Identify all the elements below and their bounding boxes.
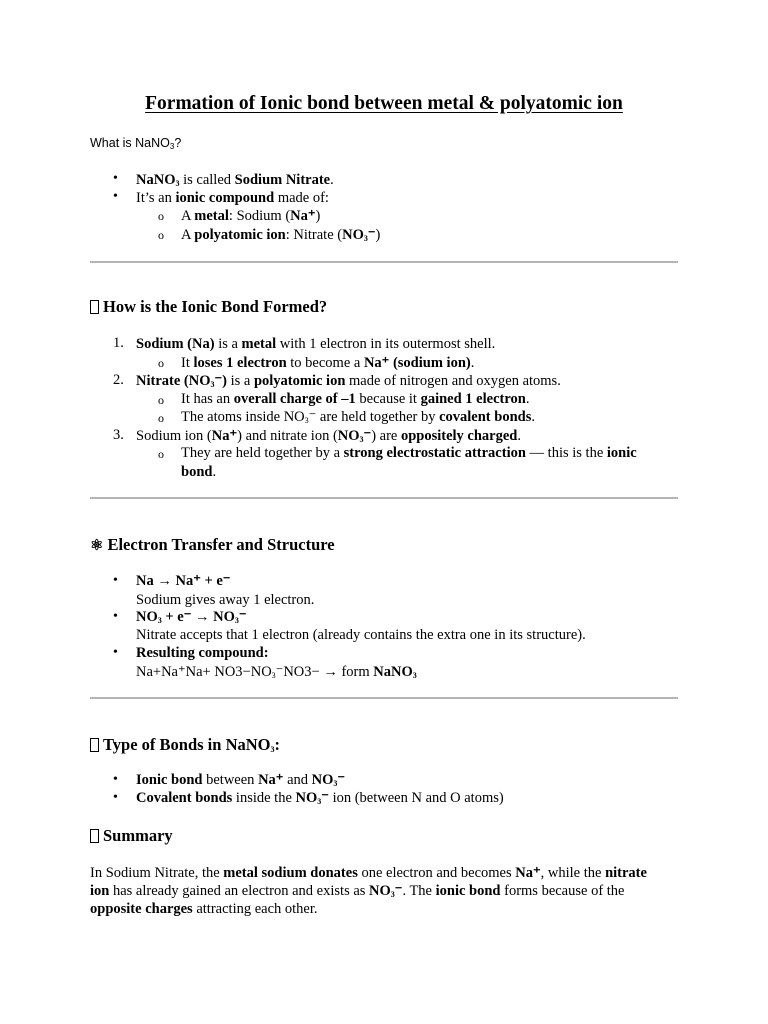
list-item-3-sub-line-1: They are held together by a strong electrostatic attraction — this is the ionic <box>181 445 637 461</box>
page-title: Formation of Ionic bond between metal & polyatomic ion <box>145 93 623 114</box>
list-number: 1. <box>113 335 124 351</box>
section-heading-summary: Summary <box>90 826 173 846</box>
equation-sodium-note: Sodium gives away 1 electron. <box>136 592 315 608</box>
section-heading-electron-transfer: ⚛ Electron Transfer and Structure <box>90 535 335 554</box>
equation-nitrate: $NO_3 + e^- \to NO_3^-$ <box>136 609 247 625</box>
sub-bullet-marker: o <box>158 411 164 425</box>
bond-type-covalent: Covalent bonds inside the $NO_3^-$ ion (between N and O atoms) <box>136 790 504 806</box>
horizontal-rule <box>90 697 678 699</box>
sub-bullet-marker: o <box>158 447 164 461</box>
intro-sub-bullet-1: A metal: Sodium (Na⁺) <box>181 208 321 224</box>
resulting-compound-label: Resulting compound: <box>136 645 269 661</box>
question-mark: ? <box>174 136 182 150</box>
bullet-dot: • <box>113 573 118 588</box>
section-heading-bond-types: Type of Bonds in NaNO$_3$: <box>90 735 280 755</box>
sub-bullet-marker: o <box>158 228 164 242</box>
list-item-3-sub-line-2: bond. <box>181 464 217 480</box>
intro-sub-bullet-2: A polyatomic ion: Nitrate $(NO_3^-)$ <box>181 227 381 243</box>
equation-sodium: Na → Na⁺ + e⁻ <box>136 573 231 589</box>
list-item-3: Sodium ion (Na⁺) and nitrate ion $(NO_3^-)$ are oppositely charged. <box>136 428 521 444</box>
missing-glyph-icon <box>90 300 99 314</box>
horizontal-rule <box>90 497 678 499</box>
section-heading-bond-formation: How is the Ionic Bond Formed? <box>90 297 327 317</box>
list-item-1-sub: It loses 1 electron to become a Na⁺ (sodium ion). <box>181 355 475 371</box>
bond-type-ionic: Ionic bond between Na⁺ and $NO_3^-$ <box>136 772 346 788</box>
horizontal-rule <box>90 261 678 263</box>
sub-bullet-marker: o <box>158 393 164 407</box>
sub-bullet-marker: o <box>158 209 164 223</box>
bullet-dot: • <box>113 645 118 660</box>
sub-bullet-marker: o <box>158 356 164 370</box>
missing-glyph-icon <box>90 829 99 843</box>
summary-line-2: ion has already gained an electron and exists as $NO_3^-$. The ionic bond forms because of the <box>90 883 625 899</box>
list-number: 2. <box>113 372 124 388</box>
bullet-dot: • <box>113 171 118 186</box>
question-text: What is NaNO <box>90 136 170 150</box>
intro-bullet-1: NaNO$_3$ is called Sodium Nitrate. <box>136 172 334 188</box>
list-item-1: Sodium (Na) is a metal with 1 electron in its outermost shell. <box>136 336 496 352</box>
list-number: 3. <box>113 427 124 443</box>
intro-bullet-2: It’s an ionic compound made of: <box>136 190 329 206</box>
list-item-2: Nitrate $(NO_3^-)$ is a polyatomic ion made of nitrogen and oxygen atoms. <box>136 373 561 389</box>
summary-line-1: In Sodium Nitrate, the metal sodium donates one electron and becomes Na⁺, while the nitrate <box>90 865 647 881</box>
resulting-compound-formula: $Na+Na^+Na+ NO3-NO_3^-NO3-$ → form NaNO$_3$ <box>136 664 417 680</box>
summary-line-3: opposite charges attracting each other. <box>90 901 318 917</box>
bullet-dot: • <box>113 189 118 204</box>
bullet-dot: • <box>113 609 118 624</box>
atom-icon: ⚛ <box>90 538 104 554</box>
bullet-dot: • <box>113 772 118 787</box>
list-item-2-sub-1: It has an overall charge of –1 because it gained 1 electron. <box>181 391 530 407</box>
list-item-2-sub-2: The atoms inside $NO_3^-$ are held together by covalent bonds. <box>181 409 535 425</box>
bullet-dot: • <box>113 790 118 805</box>
equation-nitrate-note: Nitrate accepts that 1 electron (already contains the extra one in its structure). <box>136 627 586 643</box>
missing-glyph-icon <box>90 738 99 752</box>
intro-question <box>90 136 181 150</box>
arrow-icon: → <box>323 664 338 680</box>
subscript: 3 <box>169 142 175 151</box>
